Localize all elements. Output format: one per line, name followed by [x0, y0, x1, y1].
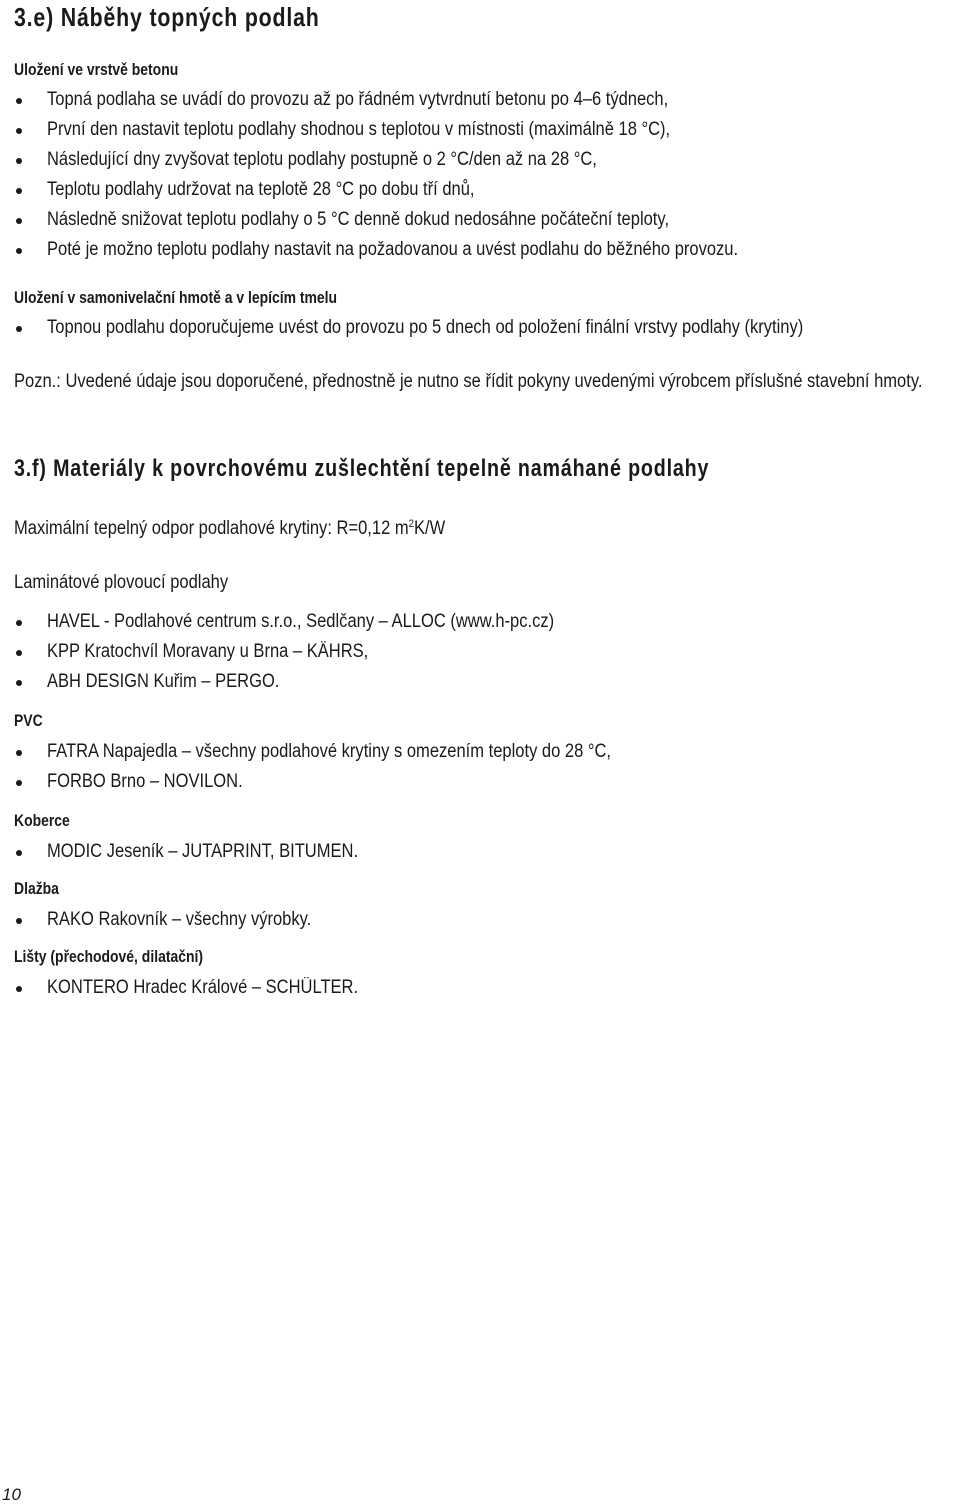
list-item: RAKO Rakovník – všechny výrobky. [14, 905, 954, 935]
list-item: Topná podlaha se uvádí do provozu až po řádném vytvrdnutí betonu po 4–6 týdnech, [14, 85, 954, 115]
pvc-list [14, 737, 954, 797]
list-item: FATRA Napajedla – všechny podlahové krytiny s omezením teploty do 28 °C, [14, 737, 954, 767]
pvc-heading: PVC [14, 711, 43, 730]
carpet-list [14, 837, 954, 867]
page-number: 10 [2, 1485, 21, 1504]
list-item: MODIC Jeseník – JUTAPRINT, BITUMEN. [14, 837, 954, 867]
list-item: KPP Kratochvíl Moravany u Brna – KÄHRS, [14, 637, 954, 667]
list-item: KONTERO Hradec Králové – SCHÜLTER. [14, 973, 954, 1003]
list-item: Následně snižovat teplotu podlahy o 5 °C denně dokud nedosáhne počáteční teploty, [14, 205, 954, 235]
thermal-resistance-line: Maximální tepelný odpor podlahové krytiny: R=0,12 $m^2K/W$ [14, 518, 446, 539]
list-item: Topnou podlahu doporučujeme uvést do provozu po 5 dnech od položení finální vrstvy podlahy (krytiny) [14, 313, 954, 343]
laminate-heading: Laminátové plovoucí podlahy [14, 572, 229, 593]
tiles-list [14, 905, 954, 935]
laminate-list [14, 607, 954, 697]
self-leveling-list [14, 313, 954, 343]
strips-heading: Lišty (přechodové, dilatační) [14, 947, 204, 966]
list-item: ABH DESIGN Kuřim – PERGO. [14, 667, 954, 697]
list-item: Následující dny zvyšovat teplotu podlahy postupně o 2 °C/den až na 28 °C, [14, 145, 954, 175]
subheading-self-leveling: Uložení v samonivelační hmotě a v lepícím tmelu [14, 288, 338, 307]
list-item: Poté je možno teplotu podlahy nastavit na požadovanou a uvést podlahu do běžného provozu. [14, 235, 954, 265]
section-f-title: 3.f) Materiály k povrchovému zušlechtění tepelně namáhané podlahy [14, 455, 710, 482]
list-item: HAVEL - Podlahové centrum s.r.o., Sedlčany – ALLOC (www.h-pc.cz) [14, 607, 954, 637]
list-item: Teplotu podlahy udržovat na teplotě 28 °C po dobu tří dnů, [14, 175, 954, 205]
tiles-heading: Dlažba [14, 879, 59, 898]
list-item: První den nastavit teplotu podlahy shodnou s teplotou v místnosti (maximálně 18 °C), [14, 115, 954, 145]
carpet-heading: Koberce [14, 811, 70, 830]
strips-list [14, 973, 954, 1003]
subheading-concrete: Uložení ve vrstvě betonu [14, 60, 179, 79]
note-paragraph: Pozn.: Uvedené údaje jsou doporučené, přednostně je nutno se řídit pokyny uvedenými výrobcem příslušné stavební hmoty. [14, 371, 923, 392]
list-item: FORBO Brno – NOVILON. [14, 767, 954, 797]
section-e-title: 3.e) Náběhy topných podlah [14, 2, 320, 32]
concrete-steps-list [14, 85, 954, 265]
